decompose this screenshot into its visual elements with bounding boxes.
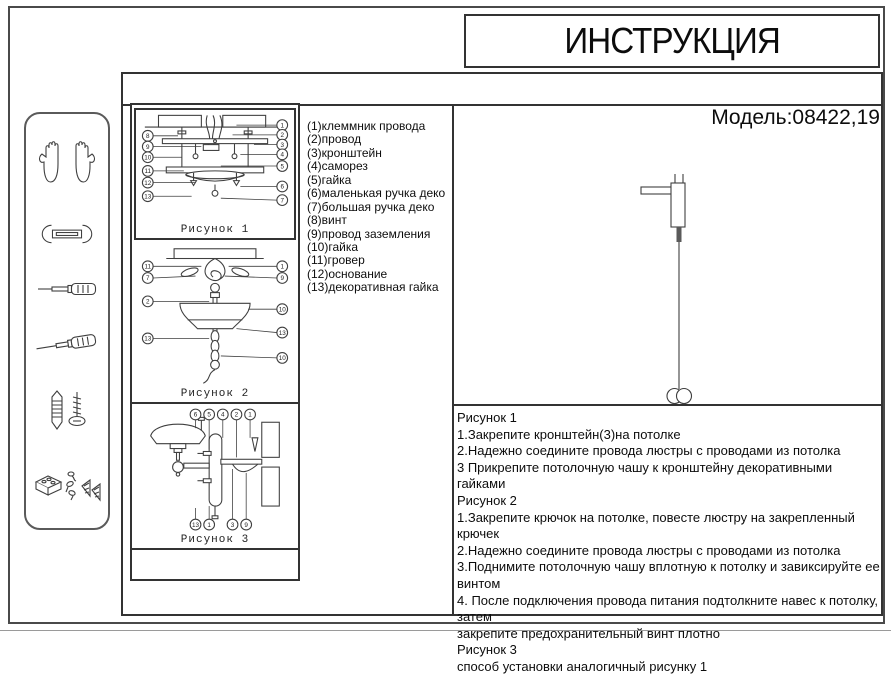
instruction-line: 3.Поднимите потолочную чашу вплотную к потолку и завиксируйте ее винтом <box>457 559 880 591</box>
svg-text:2: 2 <box>146 298 150 306</box>
svg-text:9: 9 <box>146 143 150 151</box>
terminal-and-fasteners-icon <box>32 466 102 506</box>
svg-text:6: 6 <box>280 183 284 191</box>
svg-text:5: 5 <box>207 411 211 419</box>
instruction-line: закрепите предохранительный винт плотно <box>457 625 720 641</box>
figure-2-label: Рисунок 2 <box>180 388 250 400</box>
svg-text:13: 13 <box>278 329 286 337</box>
part-item: (10)гайка <box>307 239 359 254</box>
instruction-line: Рисунок 1 <box>457 410 517 425</box>
pendant-lamp-drawing <box>623 174 743 406</box>
svg-text:4: 4 <box>221 411 225 419</box>
part-item: (5)гайка <box>307 172 352 187</box>
svg-text:10: 10 <box>144 154 152 162</box>
instruction-line: 1.Закрепите крючок на потолке, повесте люстру на закрепленный крючек <box>457 509 855 542</box>
figure-1-drawing <box>139 111 291 223</box>
svg-text:10: 10 <box>278 355 286 363</box>
instruction-line: способ установки аналогичный рисунку 1 <box>457 658 708 674</box>
gloves-icon <box>36 136 98 188</box>
figure-1-label: Рисунок 1 <box>180 224 250 236</box>
svg-text:1: 1 <box>207 521 211 529</box>
parts-list <box>307 120 449 295</box>
svg-text:11: 11 <box>144 263 152 271</box>
svg-text:3: 3 <box>280 141 284 149</box>
part-item: (7)большая ручка деко <box>307 199 435 214</box>
svg-text:1: 1 <box>280 263 284 271</box>
wall-plug-and-screw-icon <box>44 388 90 434</box>
figure-3-label: Рисунок 3 <box>180 534 250 546</box>
callout: 8 <box>146 133 150 141</box>
vertical-divider <box>452 104 454 614</box>
svg-text:9: 9 <box>280 275 284 283</box>
figure-1 <box>134 108 296 240</box>
part-item: (11)гровер <box>307 253 365 268</box>
assembly-instructions <box>457 410 881 676</box>
svg-text:11: 11 <box>144 168 152 176</box>
part-item: (6)маленькая ручка деко <box>307 186 446 201</box>
instruction-line: 2.Надежно соедините провода люстры с проводами из потолка <box>457 443 841 459</box>
svg-text:7: 7 <box>146 275 150 283</box>
main-content-box <box>121 72 883 674</box>
tools-sidebar <box>24 112 110 530</box>
figure-3 <box>132 404 298 550</box>
part-item: (1)клеммник провода <box>307 119 426 133</box>
svg-text:4: 4 <box>280 151 284 159</box>
figure-2 <box>132 242 298 404</box>
svg-text:3: 3 <box>230 521 235 529</box>
page-title: ИНСТРУКЦИЯ <box>564 20 780 61</box>
svg-text:6: 6 <box>193 411 198 419</box>
part-item: (13)декоративная гайка <box>307 280 439 295</box>
part-item: (9)провод заземления <box>307 226 431 241</box>
part-item: (2)провод <box>307 132 362 147</box>
svg-text:5: 5 <box>280 163 284 171</box>
instruction-line: Рисунок 2 <box>457 492 517 508</box>
part-item: (3)кронштейн <box>307 145 382 160</box>
svg-text:7: 7 <box>280 197 284 205</box>
svg-text:2: 2 <box>280 132 284 140</box>
model-number: Модель:08422,19 <box>711 106 880 129</box>
figure-2-drawing <box>139 245 291 387</box>
title-box <box>464 14 880 68</box>
part-item: (8)винт <box>307 213 347 228</box>
instruction-line: Рисунок 3 <box>457 642 517 658</box>
instruction-line: 4. После подключения провода питания подтолкните навес к потолку, затем <box>457 592 879 625</box>
instruction-line: 1.Закрепите кронштейн(3)на потолке <box>457 426 681 442</box>
instruction-line: 2.Надежно соедините провода люстры с проводами из потолка <box>457 542 841 558</box>
open-end-wrench-icon <box>36 220 98 248</box>
svg-text:12: 12 <box>144 179 152 187</box>
part-item: (12)основание <box>307 266 388 281</box>
flat-screwdriver-icon <box>36 280 98 298</box>
diagram-column <box>130 103 300 581</box>
svg-text:10: 10 <box>278 306 286 314</box>
part-item: (4)саморез <box>307 159 368 174</box>
svg-text:1: 1 <box>280 122 284 130</box>
svg-text:13: 13 <box>191 521 200 529</box>
svg-text:9: 9 <box>244 521 248 529</box>
long-screwdriver-icon <box>36 330 98 356</box>
svg-text:2: 2 <box>234 411 239 419</box>
svg-text:13: 13 <box>144 193 152 201</box>
svg-text:1: 1 <box>248 411 252 419</box>
figure-3-drawing <box>139 407 291 533</box>
svg-text:13: 13 <box>144 335 152 343</box>
instruction-line: 3 Прикрепите потолочную чашу к кронштейну декоративными гайками <box>457 459 833 492</box>
